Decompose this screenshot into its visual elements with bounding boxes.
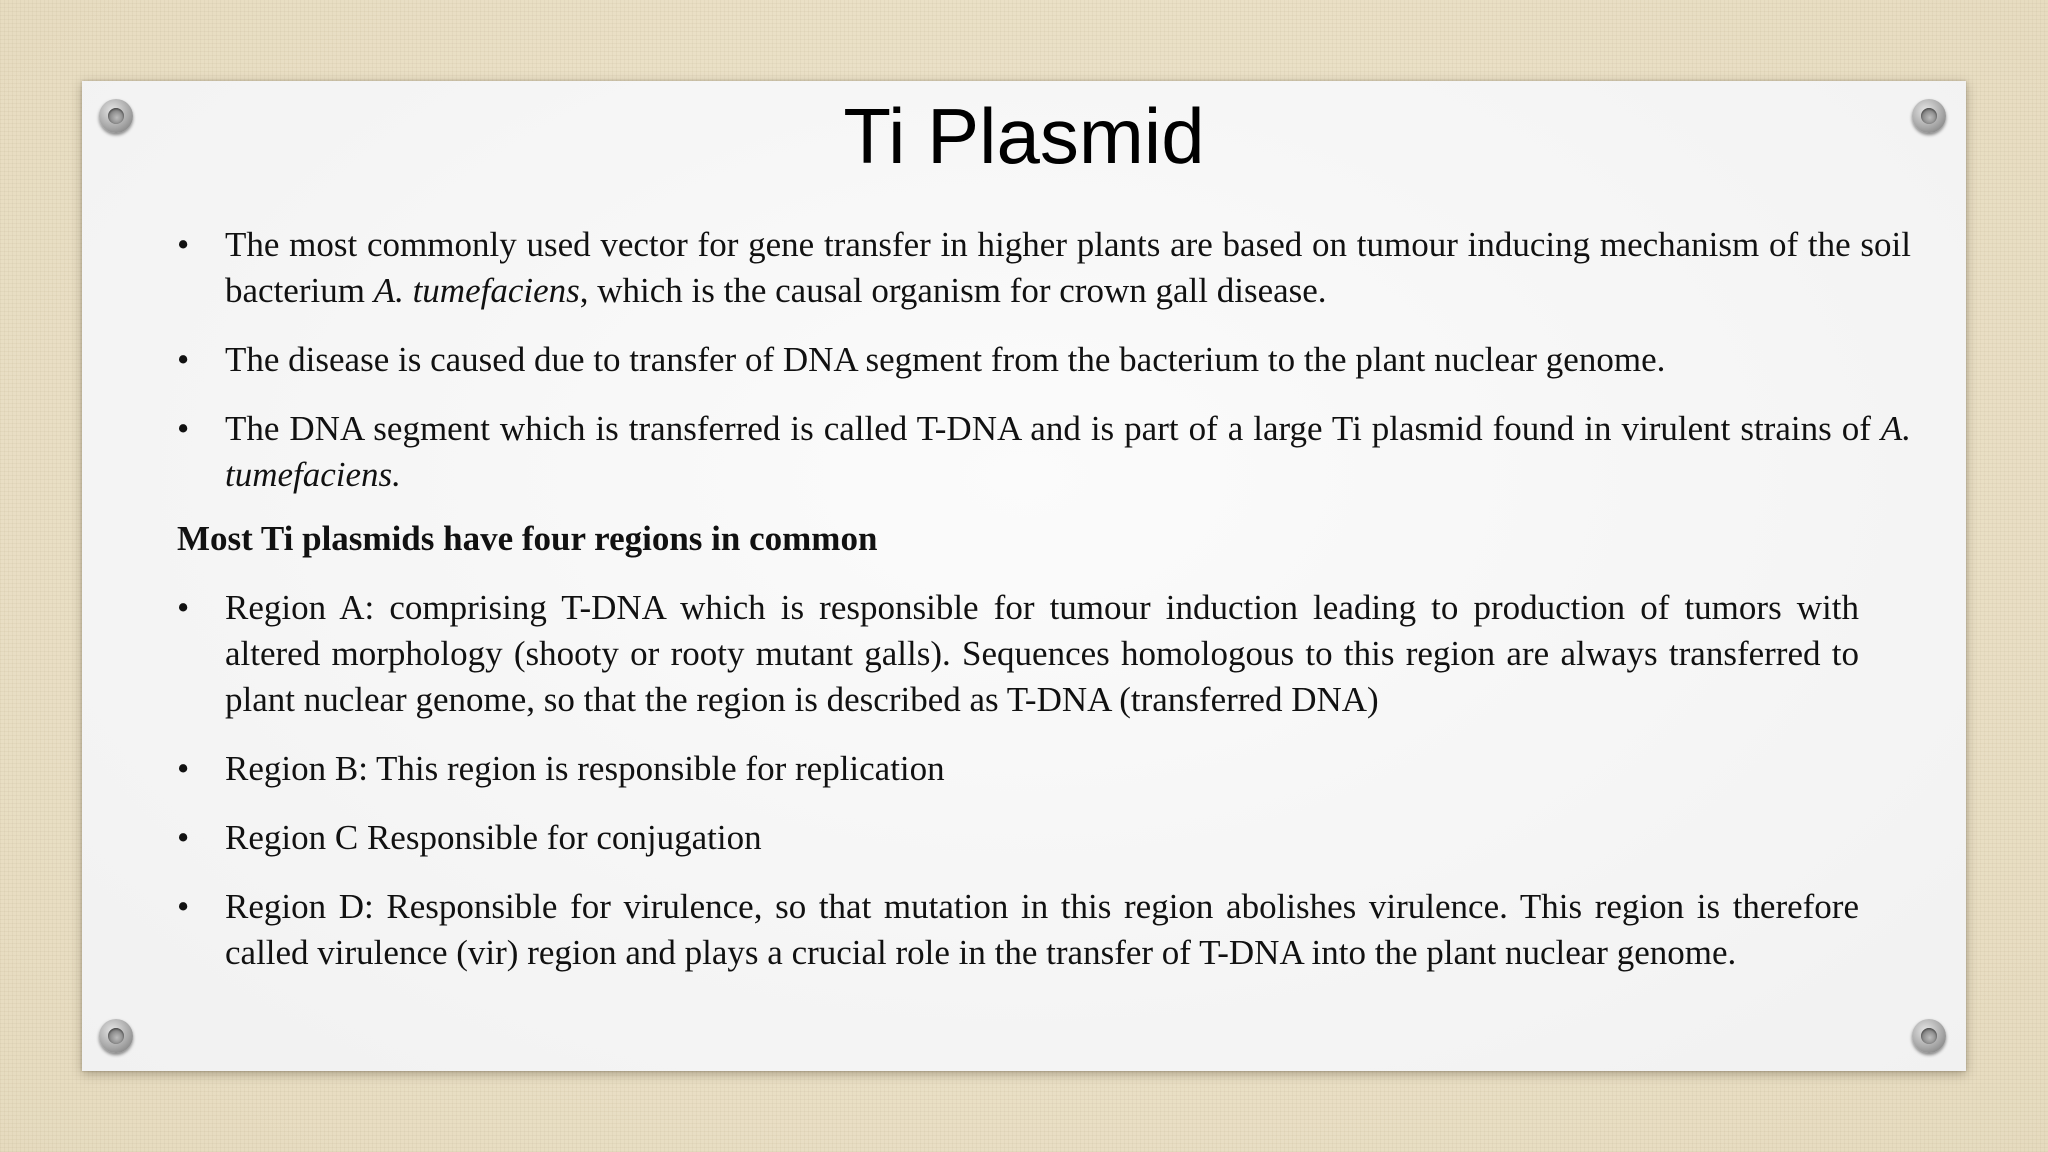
slide-title: Ti Plasmid xyxy=(843,92,1205,180)
region-bullet-b: • Region B: This region is responsible for replication xyxy=(177,746,1859,792)
slide-content xyxy=(177,222,1911,976)
section-heading: Most Ti plasmids have four regions in common xyxy=(177,519,878,558)
intro-bullet-vector: • The most commonly used vector for gene transfer in higher plants are based on tumour inducing mechanism of the soil bacterium A. tumefaciens, which is the causal organism for crown gall disease. xyxy=(177,222,1911,314)
screw-bottom-right-icon xyxy=(1912,1019,1946,1053)
intro-bullet-tdna: • The DNA segment which is transferred is called T-DNA and is part of a large Ti plasmid found in virulent strains of A. tumefaciens. xyxy=(177,406,1911,498)
screw-bottom-left-icon xyxy=(99,1019,133,1053)
intro-bullet-disease: • The disease is caused due to transfer of DNA segment from the bacterium to the plant nuclear genome. xyxy=(177,337,1911,383)
region-bullet-d: • Region D: Responsible for virulence, so that mutation in this region abolishes virulence. This region is therefore called virulence (vir) region and plays a crucial role in the transfer of T-DNA into the plant nuclear genome. xyxy=(177,884,1859,976)
region-bullet-c: • Region C Responsible for conjugation xyxy=(177,815,1859,861)
region-bullet-a: • Region A: comprising T-DNA which is responsible for tumour induction leading to production of tumors with altered morphology (shooty or rooty mutant galls). Sequences homologous to this region are always transferred to plant nuclear genome, so that the region is described as T-DNA (transferred DNA) xyxy=(177,585,1859,723)
